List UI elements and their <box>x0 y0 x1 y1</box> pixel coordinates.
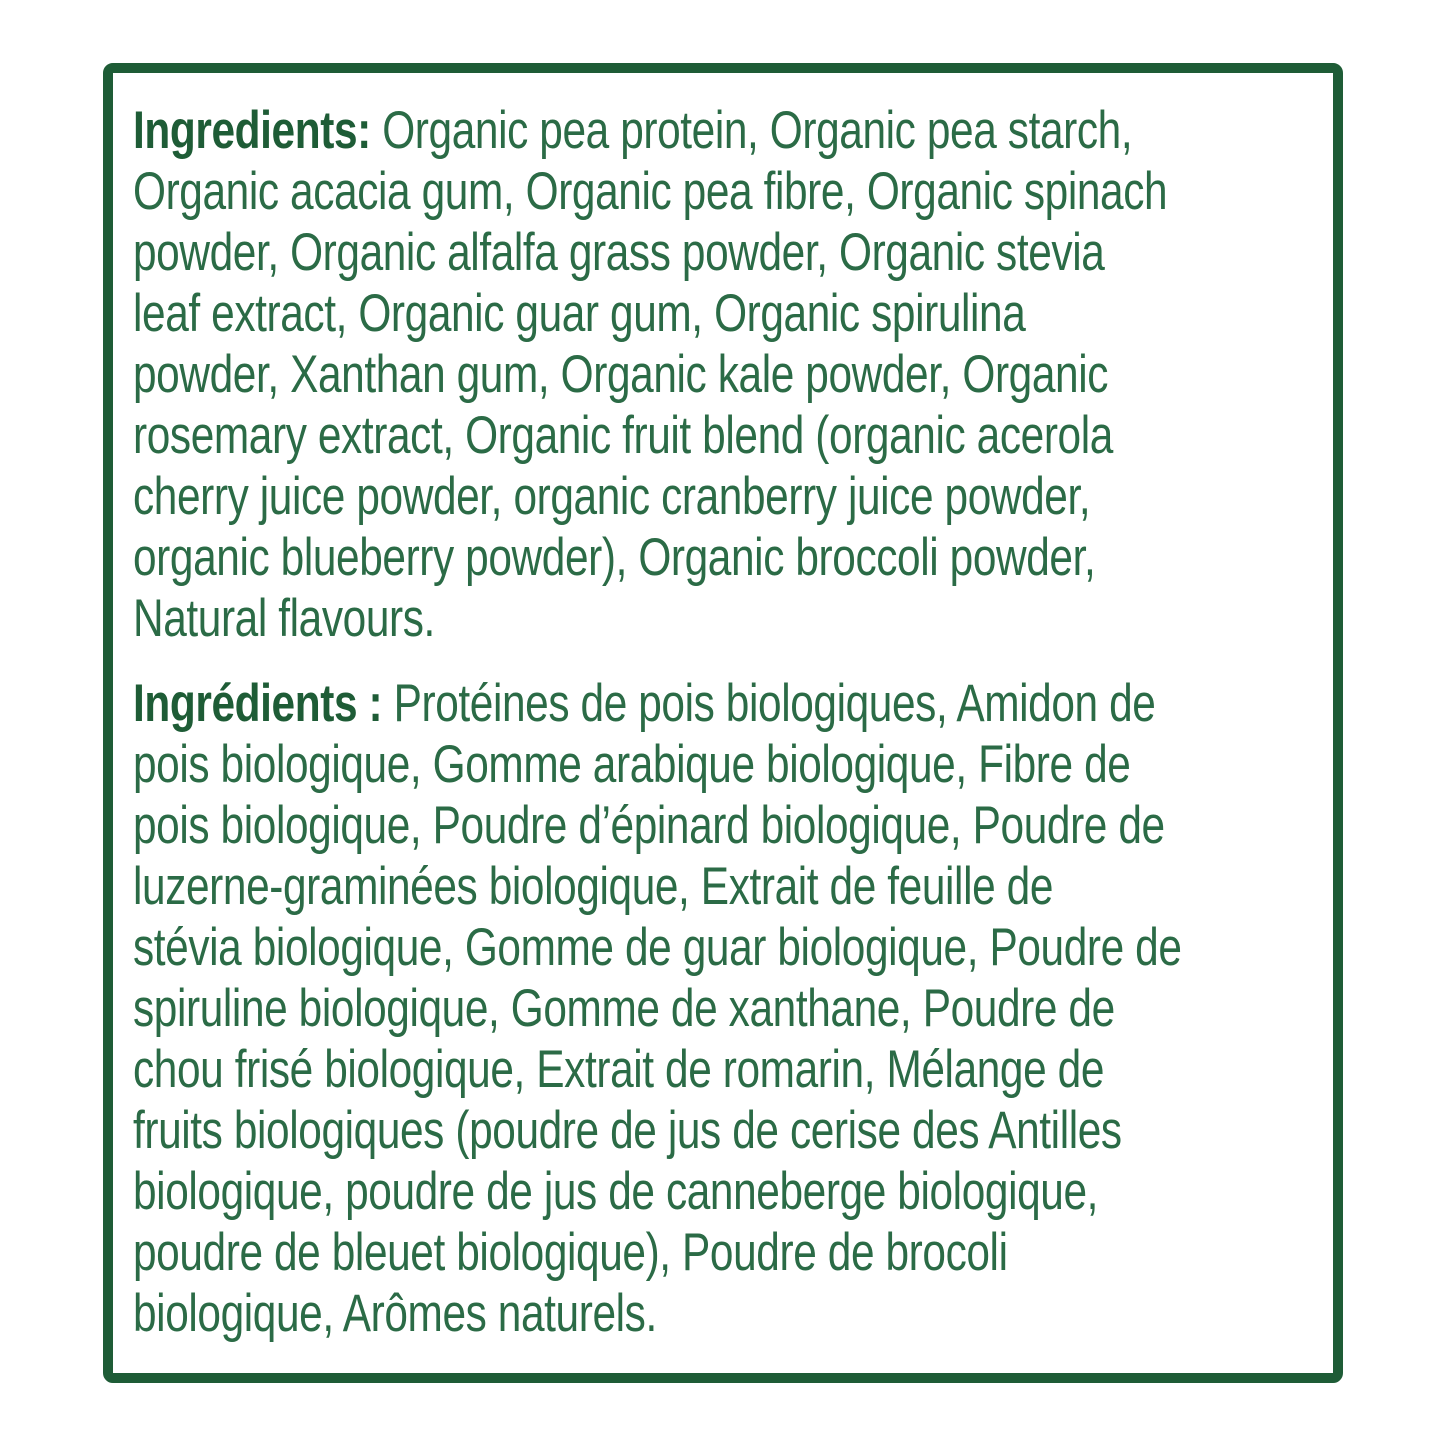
text-line: pois biologique, Poudre d’épinard biologique, Poudre de <box>133 796 1165 855</box>
ingredients-label-panel <box>103 63 1343 1383</box>
ingredients-label-content <box>133 100 1333 1344</box>
text-line <box>133 100 1333 161</box>
text-line: fruits biologiques (poudre de jus de cerise des Antilles <box>133 1101 1122 1160</box>
text-line: powder, Xanthan gum, Organic kale powder, Organic <box>133 345 1109 404</box>
text-line: stévia biologique, Gomme de guar biologique, Poudre de <box>133 918 1182 977</box>
ingredients-paragraph-french <box>133 673 1333 1344</box>
ingredients-paragraph-english <box>133 100 1333 649</box>
text-line: chou frisé biologique, Extrait de romarin, Mélange de <box>133 1040 1105 1099</box>
text-line: rosemary extract, Organic fruit blend (organic acerola <box>133 406 1113 465</box>
ingredients-heading-english: Ingredients: <box>133 101 371 160</box>
text-line: spiruline biologique, Gomme de xanthane, Poudre de <box>133 979 1115 1038</box>
text-line: poudre de bleuet biologique), Poudre de brocoli <box>133 1223 1008 1282</box>
text-line: Organic acacia gum, Organic pea fibre, Organic spinach <box>133 162 1168 221</box>
ingredients-text-english <box>133 161 1333 649</box>
ingredients-text-french-first-line: Protéines de pois biologiques, Amidon de <box>382 674 1156 733</box>
ingredients-text-french <box>133 734 1333 1344</box>
ingredients-text-english-first-line: Organic pea protein, Organic pea starch, <box>370 101 1133 160</box>
ingredients-heading-french: Ingrédients : <box>133 674 383 733</box>
text-line: biologique, poudre de jus de canneberge biologique, <box>133 1162 1099 1221</box>
text-line: organic blueberry powder), Organic broccoli powder, <box>133 528 1096 587</box>
text-line: powder, Organic alfalfa grass powder, Organic stevia <box>133 223 1105 282</box>
text-line: Natural flavours. <box>133 589 435 648</box>
text-line: pois biologique, Gomme arabique biologique, Fibre de <box>133 735 1131 794</box>
text-line: leaf extract, Organic guar gum, Organic spirulina <box>133 284 1026 343</box>
text-line <box>133 673 1333 734</box>
text-line: cherry juice powder, organic cranberry juice powder, <box>133 467 1091 526</box>
text-line: biologique, Arômes naturels. <box>133 1284 657 1343</box>
text-line: luzerne-graminées biologique, Extrait de feuille de <box>133 857 1054 916</box>
